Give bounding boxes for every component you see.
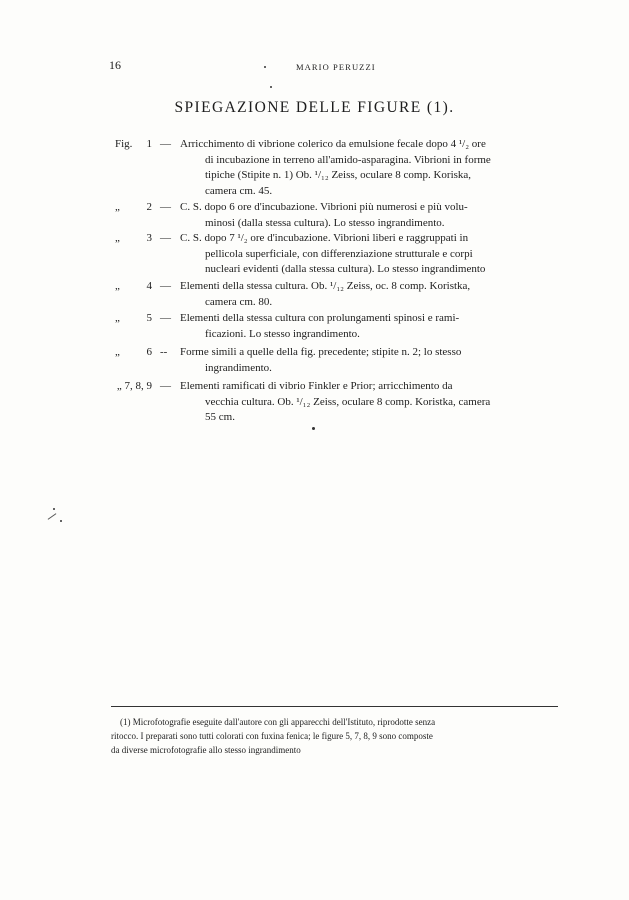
figure-label: „ [115,280,120,292]
section-heading: SPIEGAZIONE DELLE FIGURE (1). [174,99,455,116]
scan-speck [53,508,55,510]
scan-speck [270,86,272,88]
figure-number: 4 [146,280,152,292]
figure-description-line: ingrandimento. [205,361,272,374]
figure-dash: — [160,280,171,292]
footnote-line: da diverse microfotografie allo stesso ingrandimento [111,745,301,755]
figure-label: „ [115,346,120,358]
figure-description-line: Arricchimento di vibrione colerico da emulsione fecale dopo 4 ¹/₂ ore [180,138,486,150]
figure-number: 2 [146,201,152,213]
figure-description-line: C. S. dopo 6 ore d'incubazione. Vibrioni più numerosi e più volu- [180,201,468,213]
figure-description-line: minosi (dalla stessa cultura). Lo stesso ingrandimento. [205,216,445,229]
figure-description-line: nucleari evidenti (dalla stessa cultura). Lo stesso ingrandimento [205,263,486,276]
figure-number: „ 7, 8, 9 [116,380,152,392]
figure-number: 6 [146,346,152,358]
page-number: 16 [109,58,121,72]
figure-label: „ [115,232,120,244]
figure-description-line: di incubazione in terreno all'amido-asparagina. Vibrioni in forme [205,153,491,166]
figure-dash: — [160,312,171,324]
figure-label: „ [115,201,120,213]
figure-label: Fig. [115,138,133,150]
figure-description-line: Elementi ramificati di vibrio Finkler e Prior; arricchimento da [180,380,453,392]
figure-description-line: tipiche (Stipite n. 1) Ob. ¹/₁₂ Zeiss, oculare 8 comp. Koriska, [205,169,472,182]
footnote-line: (1) Microfotografie eseguite dall'autore con gli apparecchi dell'Istituto, riprodotte senza [120,717,436,727]
figure-description-line: ficazioni. Lo stesso ingrandimento. [205,327,360,340]
figure-description-line: camera cm. 45. [205,184,273,197]
scan-speck [312,427,315,430]
running-head: MARIO PERUZZI [296,62,376,72]
figure-description-line: vecchia cultura. Ob. ¹/₁₂ Zeiss, oculare 8 comp. Koristka, camera [205,395,491,408]
figure-label: „ [115,312,120,324]
figure-description-line: Forme simili a quelle della fig. precedente; stipite n. 2; lo stesso [180,346,462,358]
footnote-divider [111,706,558,707]
figure-dash: — [160,380,171,392]
figure-description-line: pellicola superficiale, con differenziazione strutturale e corpi [205,247,473,260]
figure-description-line: Elementi della stessa cultura. Ob. ¹/₁₂ Zeiss, oc. 8 comp. Koristka, [180,280,471,292]
figure-description-line: camera cm. 80. [205,295,273,308]
figure-description-line: C. S. dopo 7 ¹/₂ ore d'incubazione. Vibrioni liberi e raggruppati in [180,232,469,244]
figure-description-line: Elementi della stessa cultura con prolungamenti spinosi e rami- [180,312,460,324]
figure-dash: -- [160,346,168,358]
figure-dash: — [160,138,171,150]
figure-number: 1 [146,138,152,150]
figure-dash: — [160,232,171,244]
figure-dash: — [160,201,171,213]
figure-number: 5 [146,312,152,324]
scan-speck [264,66,266,68]
scan-speck [60,520,62,522]
figure-description-line: 55 cm. [205,411,235,424]
figure-number: 3 [146,232,152,244]
footnote-line: ritocco. I preparati sono tutti colorati con fuxina fenica; le figure 5, 7, 8, 9 sono composte [111,731,433,741]
scan-mark [48,513,57,520]
